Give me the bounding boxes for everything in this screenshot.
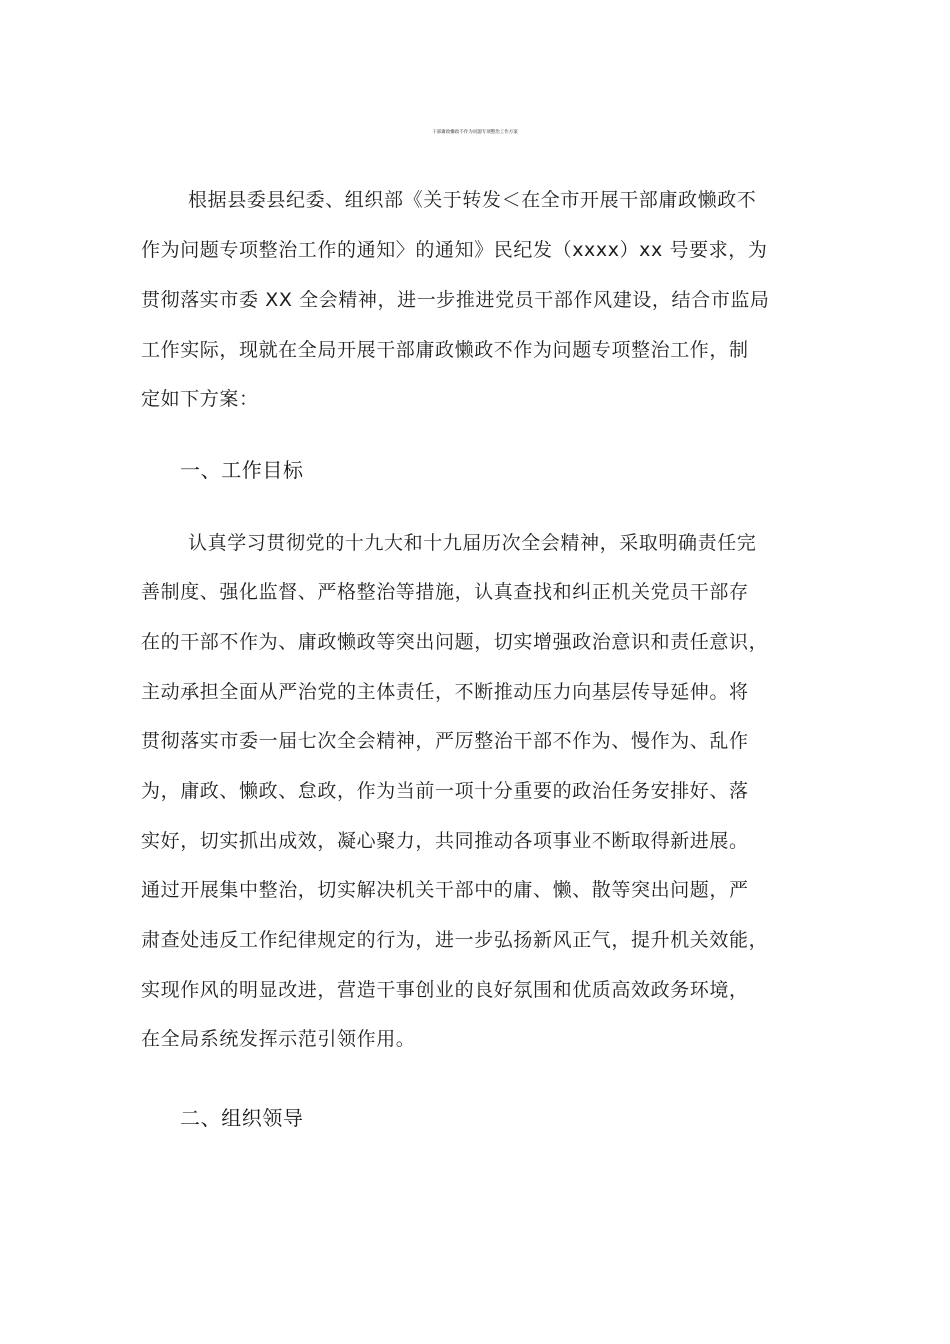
text-line: 贯彻落实市委 XX 全会精神，进一步推进党员干部作风建设，结合市监局	[141, 289, 770, 311]
text-line: 定如下方案：	[141, 388, 259, 410]
text-line: 主动承担全面从严治党的主体责任，不断推动压力向基层传导延伸。将	[141, 681, 749, 703]
text-line: 认真学习贯彻党的十九大和十九届历次全会精神，采取明确责任完	[188, 532, 757, 554]
text-line: 作为问题专项整治工作的通知〉的通知》民纪发（xxxx）xx 号要求，为	[141, 239, 768, 261]
text-line: 在全局系统发挥示范引领作用。	[141, 1028, 416, 1050]
text-line: 贯彻落实市委一届七次全会精神，严厉整治干部不作为、慢作为、乱作	[141, 730, 749, 752]
text-line: 在的干部不作为、庸政懒政等突出问题，切实增强政治意识和责任意识，	[141, 631, 769, 653]
text-line: 为，庸政、懒政、怠政，作为当前一项十分重要的政治任务安排好、落	[141, 780, 749, 802]
text-line: 通过开展集中整治，切实解决机关干部中的庸、懒、散等突出问题，严	[141, 879, 749, 901]
text-line: 肃查处违反工作纪律规定的行为，进一步弘扬新风正气，提升机关效能，	[141, 929, 769, 951]
text-line: 根据县委县纪委、组织部《关于转发＜在全市开展干部庸政懒政不	[188, 189, 757, 211]
text-line: 工作实际，现就在全局开展干部庸政懒政不作为问题专项整治工作，制	[141, 339, 749, 361]
section-heading-goals: 一、工作目标	[180, 458, 304, 482]
text-line: 实好，切实抓出成效，凝心聚力，共同推动各项事业不断取得新进展。	[141, 830, 749, 852]
section-heading-leadership: 二、组织领导	[180, 1106, 304, 1130]
document-title: 干部庸政懒政不作为问题专项整治工作方案	[432, 130, 518, 135]
text-line: 实现作风的明显改进，营造干事创业的良好氛围和优质高效政务环境，	[141, 979, 749, 1001]
text-line: 善制度、强化监督、严格整治等措施，认真查找和纠正机关党员干部存	[141, 581, 749, 603]
